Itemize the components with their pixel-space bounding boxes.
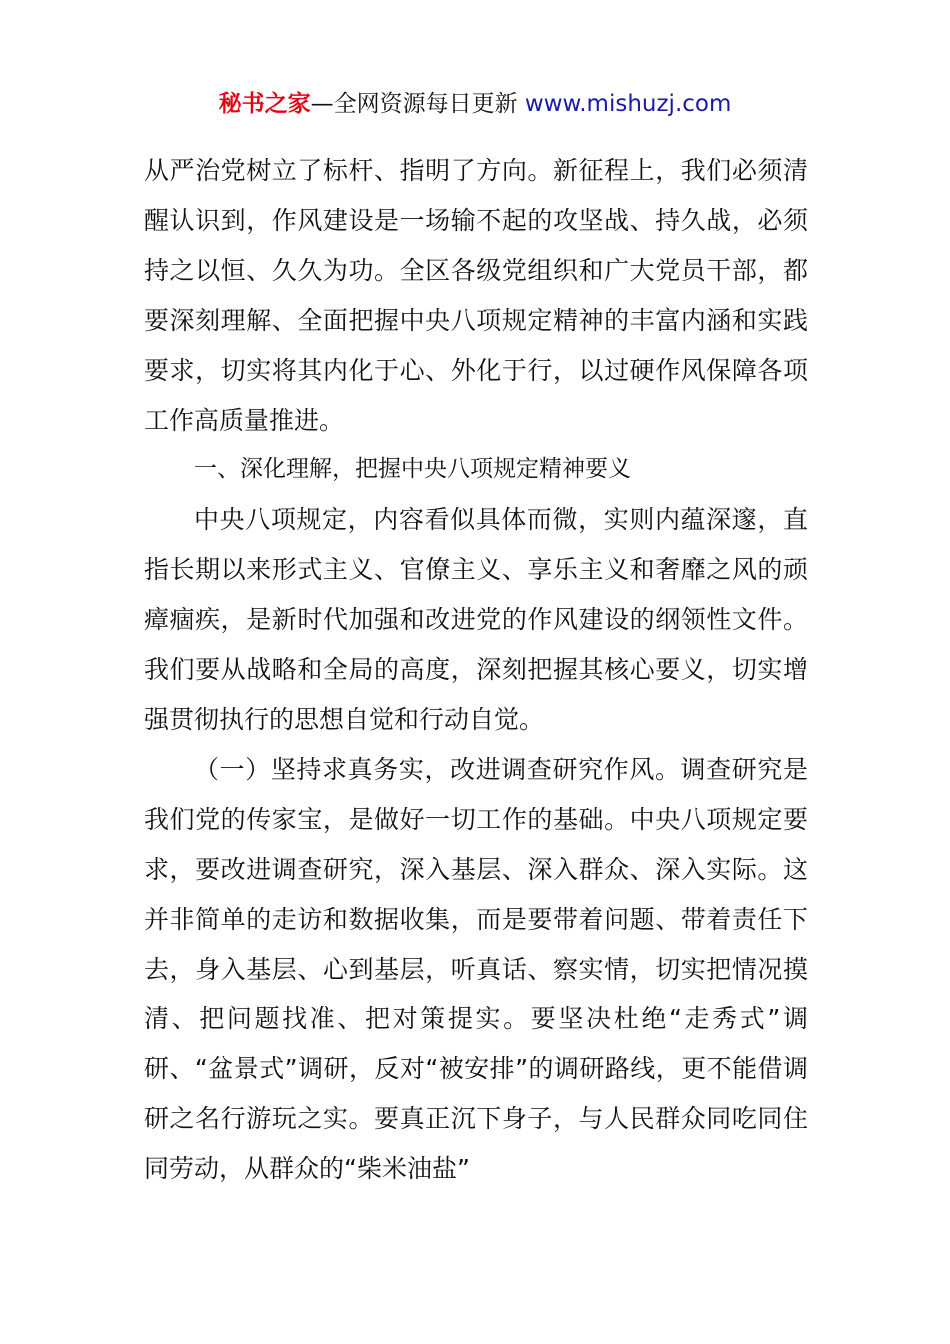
header-brand: 秘书之家: [218, 91, 311, 117]
paragraph-body: 中央八项规定，内容看似具体而微，实则内蕴深邃，直指长期以来形式主义、官僚主义、享乐主义和奢靡之风的顽瘴痼疾，是新时代加强和改进党的作风建设的纲领性文件。我们要从战略和全局的高度，深刻把握其核心要义，切实增强贯彻执行的思想自觉和行动自觉。: [144, 505, 808, 734]
paragraph-body: （一）坚持求真务实，改进调查研究作风。调查研究是我们党的传家宝，是做好一切工作的基础。中央八项规定要求，要改进调查研究，深入基层、深入群众、深入实际。这并非简单的走访和数据收集，而是要带着问题、带着责任下去，身入基层、心到基层，听真话、察实情，切实把情况摸清、把问题找准、把对策提实。要坚决杜绝“走秀式”调研、“盆景式”调研，反对“被安排”的调研路线，更不能借调研之名行游玩之实。要真正沉下身子，与人民群众同吃同住同劳动，从群众的“柴米油盐”: [144, 754, 808, 1184]
header-url[interactable]: www.mishuzj.com: [524, 91, 732, 117]
section-heading: 一、深化理解，把握中央八项规定精神要义: [194, 456, 631, 483]
page-header: [0, 86, 950, 122]
document-body: [144, 146, 808, 1194]
header-tagline: —全网资源每日更新: [310, 91, 525, 117]
paragraph-continuation: 从严治党树立了标杆、指明了方向。新征程上，我们必须清醒认识到，作风建设是一场输不起的攻坚战、持久战，必须持之以恒、久久为功。全区各级党组织和广大党员干部，都要深刻理解、全面把握中央八项规定精神的丰富内涵和实践要求，切实将其内化于心、外化于行，以过硬作风保障各项工作高质量推进。: [144, 156, 808, 435]
